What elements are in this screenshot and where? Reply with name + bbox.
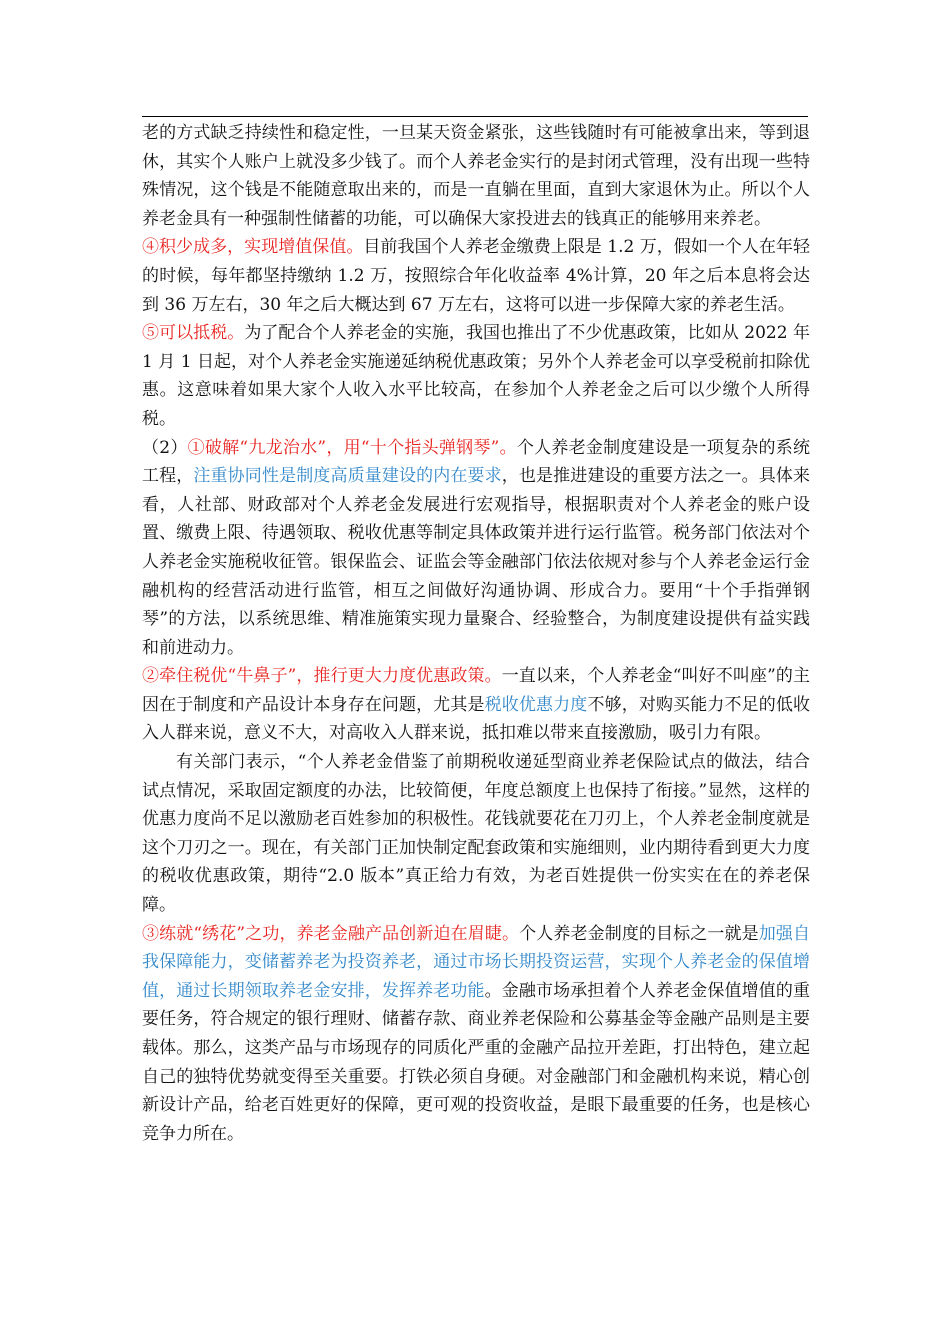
highlighted-phrase: 注重协同性是制度高质量建设的内在要求 (193, 466, 502, 487)
paragraph-text: 为了配合个人养老金的实施，我国也推出了不少优惠政策，比如从 2022 年 1 月 1 日起，对个人养老金实施递延纳税优惠政策；另外个人养老金可以享受税前扣除优惠。这意味着如果大家个人收入水平比较高，在参加个人养老金之后可以少缴个人所得税。 (142, 323, 810, 429)
paragraph-closed-management (142, 119, 810, 233)
section-heading: ④积少成多，实现增值保值。 (142, 237, 364, 258)
paragraph-text: 个人养老金制度的目标之一就是 (519, 923, 759, 944)
paragraph-text: 老的方式缺乏持续性和稳定性，一旦某天资金紧张，这些钱随时有可能被拿出来，等到退休，其实个人账户上就没多少钱了。而个人养老金实行的是封闭式管理，没有出现一些特殊情况，这个钱是不能随意取出来的，而是一直躺在里面，直到大家退休为止。所以个人养老金具有一种强制性储蓄的功能，可以确保大家投进去的钱真正的能够用来养老。 (142, 123, 810, 229)
section-heading: ②牵住税优“牛鼻子”，推行更大力度优惠政策。 (142, 666, 502, 687)
paragraph-text: 。金融市场承担着个人养老金保值增值的重要任务，符合规定的银行理财、储蓄存款、商业养老保险和公募基金等金融产品则是主要载体。那么，这类产品与市场现存的同质化严重的金融产品拉开差距，打出特色，建立起自己的独特优势就变得至关重要。打铁必须自身硬。对金融部门和金融机构来说，精心创新设计产品，给老百姓更好的保障，更可观的投资收益，是眼下最重要的任务，也是核心竞争力所在。 (142, 980, 811, 1144)
highlighted-phrase: 加强自我保障能力，变储蓄养老为投资养老，通过市场长期投资运营，实现个人养老金的保值增值，通过长期领取养老金安排，发挥养老功能 (142, 923, 811, 1001)
highlighted-phrase: 税收优惠力度 (484, 694, 588, 715)
section-heading: ③练就“绣花”之功，养老金融产品创新迫在眉睫。 (142, 923, 520, 944)
paragraph-coordination (142, 434, 810, 663)
paragraph-department-statement (142, 748, 810, 920)
paragraph-tax-incentive (142, 662, 810, 748)
header-rule (142, 116, 808, 117)
paragraph-text: 有关部门表示，“个人养老金借鉴了前期税收递延型商业养老保险试点的做法，结合试点情况，采取固定额度的办法，比较简便，年度总额度上也保持了衔接。”显然，这样的优惠力度尚不足以激励老百姓参加的积极性。花钱就要花在刀刃上，个人养老金制度就是这个刀刃之一。现在，有关部门正加快制定配套政策和实施细则，业内期待看到更大力度的税收优惠政策，期待“2.0 版本”真正给力有效，为老百姓提供一份实实在在的养老保障。 (142, 752, 810, 916)
paragraph-text: 一直以来，个人养老金“叫好不叫座”的主因在于制度和产品设计本身存在问题，尤其是 (142, 666, 810, 715)
paragraph-text: 目前我国个人养老金缴费上限是 1.2 万，假如一个人在年轻的时候，每年都坚持缴纳 1.2 万，按照综合年化收益率 4%计算，20 年之后本息将会达到 36 万左右，30 年之后大概达到 67 万左右，这将可以进一步保障大家的养老生活。 (142, 237, 811, 315)
section-number: （2） (142, 437, 188, 458)
paragraph-accumulate (142, 233, 810, 319)
section-heading: ①破解“九龙治水”，用“十个指头弹钢琴”。 (187, 437, 517, 458)
section-heading: ⑤可以抵税。 (142, 323, 245, 344)
paragraph-tax-deduction (142, 319, 810, 433)
paragraph-text: 个人养老金制度建设是一项复杂的系统工程， (142, 437, 811, 487)
paragraph-text: ，也是推进建设的重要方法之一。具体来看，人社部、财政部对个人养老金发展进行宏观指导，根据职责对个人养老金的账户设置、缴费上限、待遇领取、税收优惠等制定具体政策并进行运行监管。税务部门依法对个人养老金实施税收征管。银保监会、证监会等金融部门依法依规对参与个人养老金运行金融机构的经营活动进行监管，相互之间做好沟通协调、形成合力。要用“十个手指弹钢琴”的方法，以系统思维、精准施策实现力量聚合、经验整合，为制度建设提供有益实践和前进动力。 (142, 466, 811, 658)
document-body (142, 119, 810, 1148)
paragraph-product-innovation (142, 920, 810, 1149)
paragraph-text: 不够，对购买能力不足的低收入人群来说，意义不大，对高收入人群来说，抵扣难以带来直接激励，吸引力有限。 (142, 694, 811, 744)
